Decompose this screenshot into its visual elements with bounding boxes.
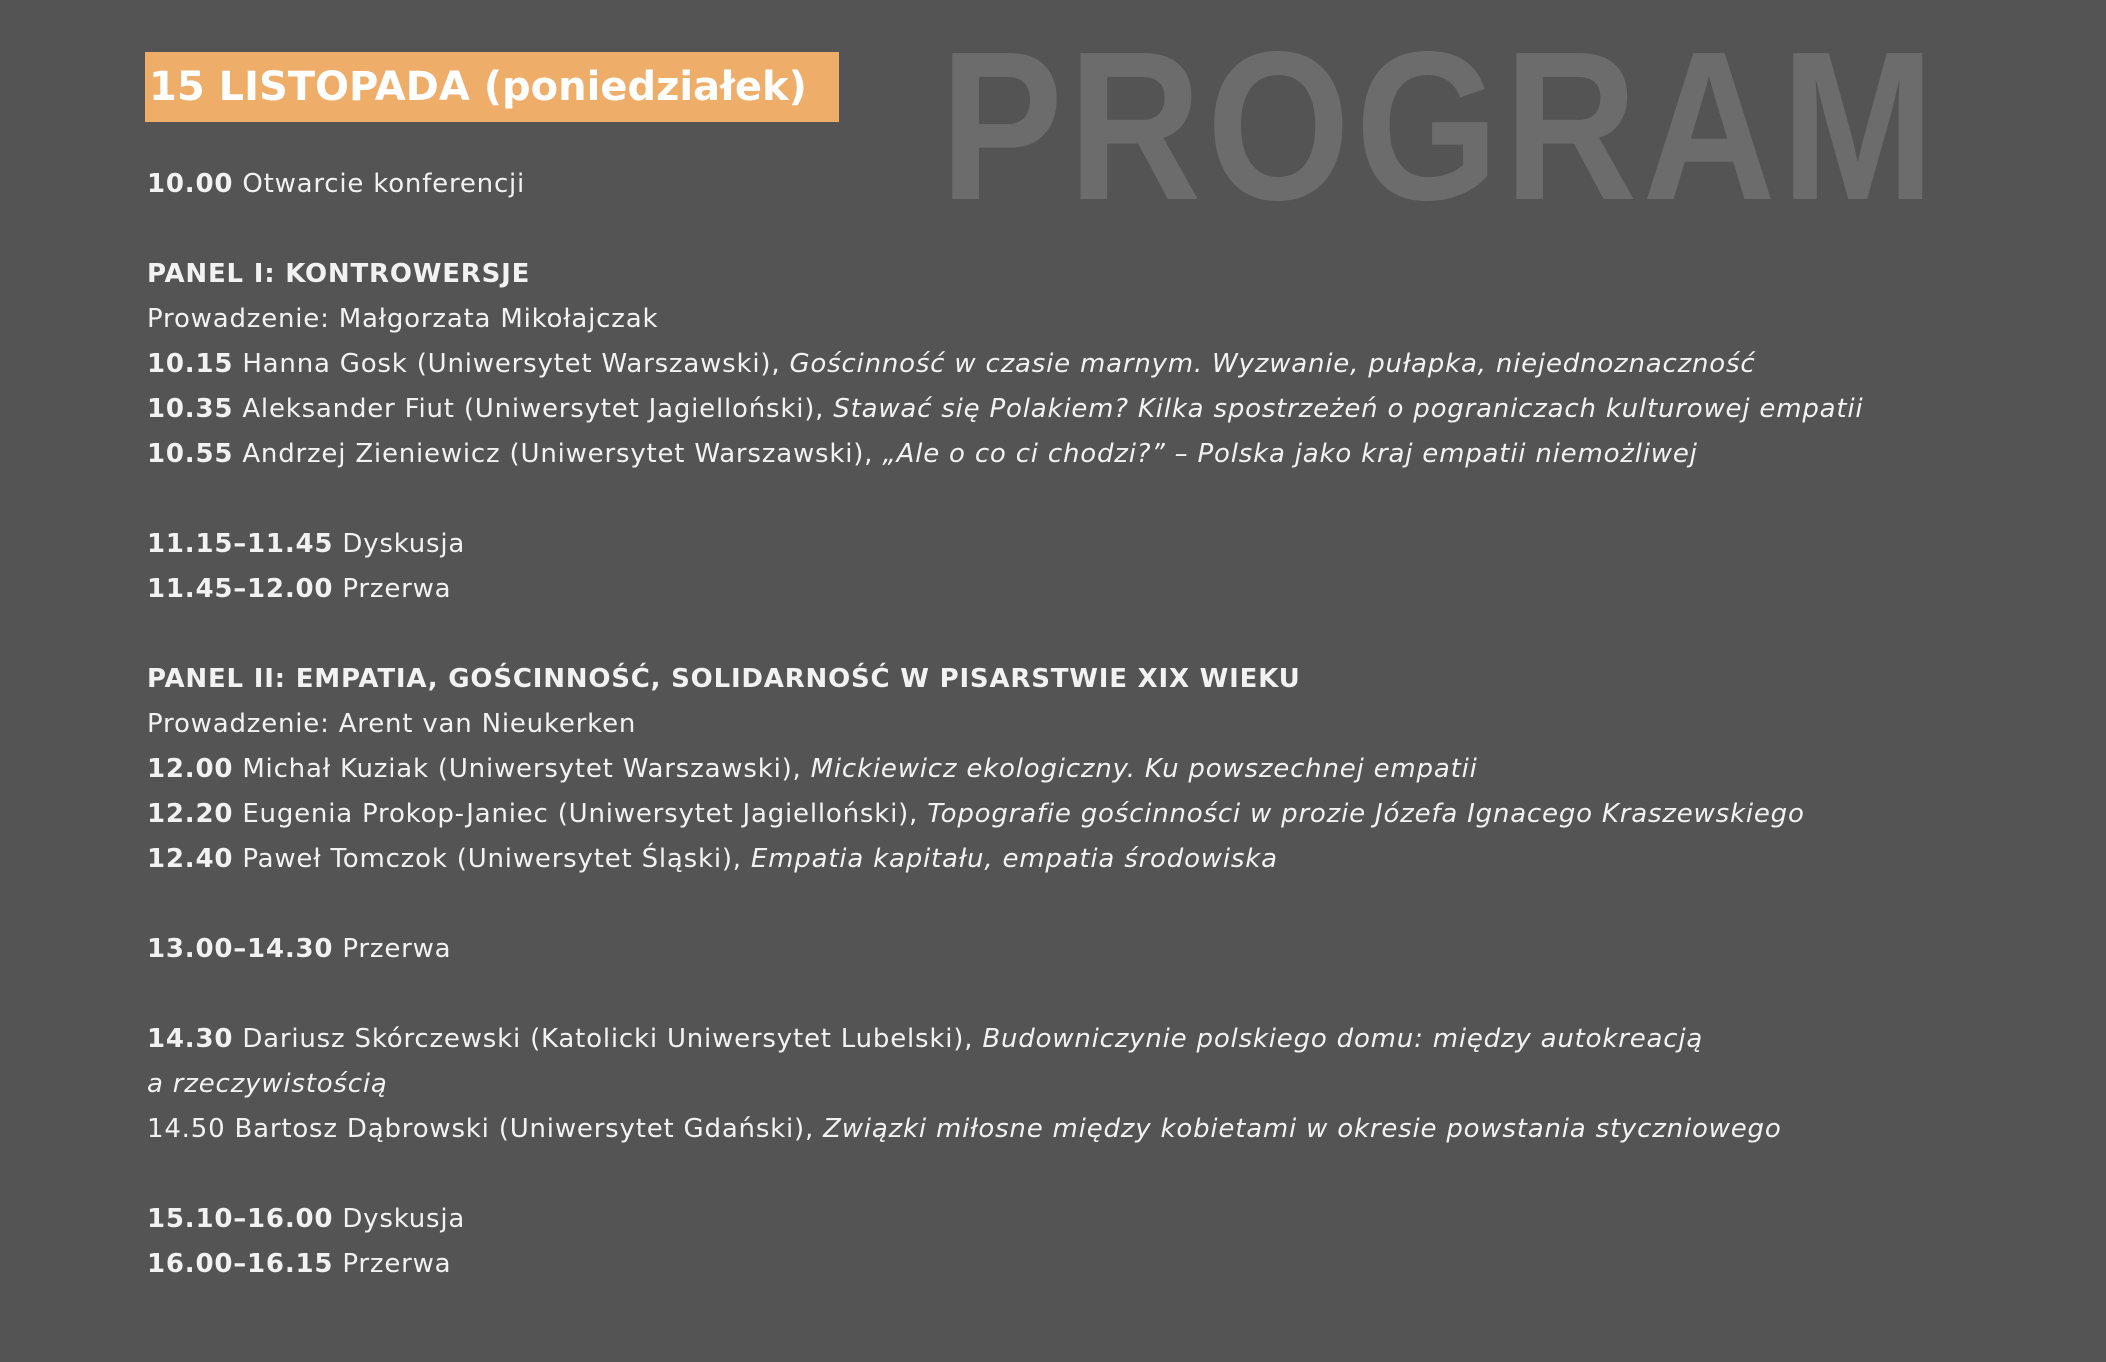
- time-label: 15.10–16.00: [147, 1204, 334, 1234]
- item-text: Dyskusja: [342, 1204, 466, 1234]
- speaker: Eugenia Prokop-Janiec (Uniwersytet Jagielloński),: [242, 799, 928, 829]
- time-label: 16.00–16.15: [147, 1249, 334, 1279]
- item-text: Otwarcie konferencji: [242, 169, 526, 199]
- speaker: Aleksander Fiut (Uniwersytet Jagielloński),: [242, 394, 834, 424]
- panel-2-talk: [147, 792, 2047, 837]
- schedule-item-break: [147, 1242, 2047, 1287]
- spacer: [147, 207, 2047, 252]
- panel-2-talk: [147, 747, 2047, 792]
- time-label: 10.15: [147, 349, 234, 379]
- time-label: 10.35: [147, 394, 234, 424]
- schedule-item-discussion: [147, 522, 2047, 567]
- schedule-item-break: [147, 567, 2047, 612]
- time-label: 14.30: [147, 1024, 234, 1054]
- item-text: Dyskusja: [342, 529, 466, 559]
- time-label: 11.45–12.00: [147, 574, 334, 604]
- talk-title: Topografie gościnności w prozie Józefa Ignacego Kraszewskiego: [927, 799, 1805, 829]
- spacer: [147, 972, 2047, 1017]
- panel-2-title: PANEL II: EMPATIA, GOŚCINNOŚĆ, SOLIDARNOŚĆ W PISARSTWIE XIX WIEKU: [147, 664, 1301, 694]
- talk-title: Mickiewicz ekologiczny. Ku powszechnej empatii: [810, 754, 1478, 784]
- panel-1-title: PANEL I: KONTROWERSJE: [147, 259, 531, 289]
- spacer: [147, 882, 2047, 927]
- afternoon-talk: [147, 1017, 2047, 1062]
- afternoon-talk: [147, 1107, 2047, 1152]
- speaker: Michał Kuziak (Uniwersytet Warszawski),: [242, 754, 811, 784]
- panel-2-talk: [147, 837, 2047, 882]
- panel-1-talk: [147, 387, 2047, 432]
- talk-title: „Ale o co ci chodzi?” – Polska jako kraj empatii niemożliwej: [882, 439, 1698, 469]
- talk-title: Stawać się Polakiem? Kilka spostrzeżeń o pograniczach kulturowej empatii: [833, 394, 1864, 424]
- talk-title: Związki miłosne między kobietami w okresie powstania styczniowego: [823, 1114, 1782, 1144]
- program-list: [147, 162, 2047, 1287]
- panel-2-moderator: Prowadzenie: Arent van Nieukerken: [147, 709, 637, 739]
- time-label: 13.00–14.30: [147, 934, 334, 964]
- speaker: Andrzej Zieniewicz (Uniwersytet Warszawski),: [242, 439, 883, 469]
- panel-1-talk: [147, 432, 2047, 477]
- spacer: [147, 1152, 2047, 1197]
- spacer: [147, 477, 2047, 522]
- time-label: 10.55: [147, 439, 234, 469]
- speaker: Dariusz Skórczewski (Katolicki Uniwersytet Lubelski),: [242, 1024, 983, 1054]
- item-text: Przerwa: [342, 574, 452, 604]
- time-label: 11.15–11.45: [147, 529, 334, 559]
- panel-1-talk: [147, 342, 2047, 387]
- talk-title-continuation: a rzeczywistością: [147, 1069, 388, 1099]
- schedule-item-lunch-break: [147, 927, 2047, 972]
- speaker: Paweł Tomczok (Uniwersytet Śląski),: [242, 844, 751, 874]
- time-label: 12.40: [147, 844, 234, 874]
- talk-title: Budowniczynie polskiego domu: między autokreacją: [982, 1024, 1704, 1054]
- time-label: 12.00: [147, 754, 234, 784]
- date-header: 15 LISTOPADA (poniedziałek): [145, 52, 839, 122]
- item-text: Przerwa: [342, 1249, 452, 1279]
- program-watermark: PROGRAM: [940, 7, 1940, 244]
- schedule-item-discussion: [147, 1197, 2047, 1242]
- spacer: [147, 612, 2047, 657]
- item-text: Przerwa: [342, 934, 452, 964]
- speaker: 14.50 Bartosz Dąbrowski (Uniwersytet Gdański),: [147, 1114, 824, 1144]
- speaker: Hanna Gosk (Uniwersytet Warszawski),: [242, 349, 790, 379]
- talk-title: Gościnność w czasie marnym. Wyzwanie, pułapka, niejednoznaczność: [789, 349, 1756, 379]
- talk-title: Empatia kapitału, empatia środowiska: [750, 844, 1278, 874]
- panel-1-moderator: Prowadzenie: Małgorzata Mikołajczak: [147, 304, 659, 334]
- time-label: 12.20: [147, 799, 234, 829]
- time-label: 10.00: [147, 169, 234, 199]
- schedule-item-opening: [147, 162, 2047, 207]
